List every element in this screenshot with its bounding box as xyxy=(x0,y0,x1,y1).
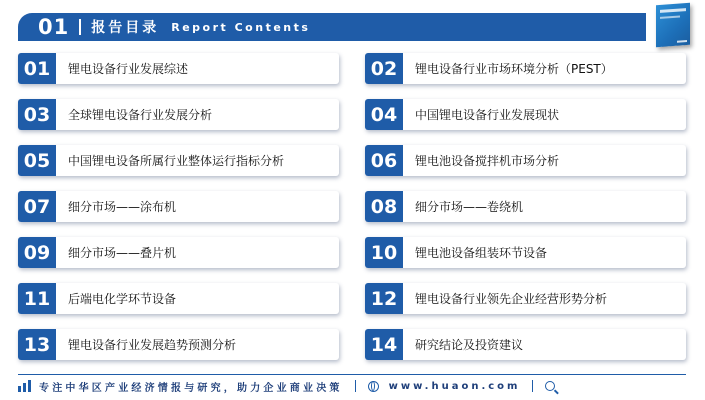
toc-item-label: 细分市场——涂布机 xyxy=(68,200,177,214)
toc-item-label: 锂电设备行业发展趋势预测分析 xyxy=(68,338,237,352)
footer-slogan: 专注中华区产业经济情报与研究，助力企业商业决策 xyxy=(39,382,343,394)
search-icon[interactable] xyxy=(545,381,555,391)
toc-item-label: 细分市场——卷绕机 xyxy=(415,200,524,214)
toc-item[interactable] xyxy=(365,53,686,84)
toc-item-number: 10 xyxy=(365,237,403,268)
toc-item-number: 13 xyxy=(18,329,56,360)
toc-item-number: 11 xyxy=(18,283,56,314)
toc-item-label: 后端电化学环节设备 xyxy=(68,292,177,306)
toc-item-label: 锂电设备行业领先企业经营形势分析 xyxy=(415,292,608,306)
footer-divider xyxy=(18,374,686,375)
toc-item-number: 05 xyxy=(18,145,56,176)
footer-separator xyxy=(355,380,356,392)
toc-item[interactable] xyxy=(18,145,339,176)
toc-item-number: 03 xyxy=(18,99,56,130)
toc-item-number: 12 xyxy=(365,283,403,314)
toc-item[interactable] xyxy=(365,329,686,360)
page-title: 报告目录 xyxy=(91,20,160,36)
toc-item-label: 研究结论及投资建议 xyxy=(415,338,524,352)
toc-item-number: 04 xyxy=(365,99,403,130)
footer-separator xyxy=(532,380,533,392)
toc-item-label: 锂电设备行业发展综述 xyxy=(68,62,189,76)
toc-item[interactable] xyxy=(18,191,339,222)
toc-item[interactable] xyxy=(18,283,339,314)
toc-item[interactable] xyxy=(365,191,686,222)
toc-item-number: 14 xyxy=(365,329,403,360)
toc-item[interactable] xyxy=(18,237,339,268)
toc-item[interactable] xyxy=(365,283,686,314)
toc-item[interactable] xyxy=(18,329,339,360)
section-number: 01 xyxy=(38,15,70,39)
footer-url-link[interactable]: www.huaon.com xyxy=(388,380,521,392)
footer xyxy=(18,376,698,396)
toc-item[interactable] xyxy=(365,145,686,176)
toc-item-label: 锂电池设备组装环节设备 xyxy=(415,246,548,260)
toc-item[interactable] xyxy=(365,237,686,268)
toc-item-number: 01 xyxy=(18,53,56,84)
toc-item-label: 锂电设备行业市场环境分析（PEST） xyxy=(415,62,613,76)
header-divider xyxy=(79,19,81,35)
toc-item-label: 细分市场——叠片机 xyxy=(68,246,177,260)
toc-item-number: 08 xyxy=(365,191,403,222)
header-bar xyxy=(18,13,646,41)
toc-item-number: 02 xyxy=(365,53,403,84)
toc-item-label: 锂电池设备搅拌机市场分析 xyxy=(415,154,560,168)
toc-item-number: 09 xyxy=(18,237,56,268)
brand-mark-icon xyxy=(18,380,31,392)
toc-item[interactable] xyxy=(18,99,339,130)
book-cover-icon xyxy=(656,3,690,47)
page-subtitle: Report Contents xyxy=(171,20,311,34)
toc-item[interactable] xyxy=(18,53,339,84)
toc-item-label: 中国锂电设备所属行业整体运行指标分析 xyxy=(68,154,285,168)
toc-item-number: 06 xyxy=(365,145,403,176)
toc-item-label: 全球锂电设备行业发展分析 xyxy=(68,108,213,122)
toc-item-number: 07 xyxy=(18,191,56,222)
toc-item[interactable] xyxy=(365,99,686,130)
toc-item-label: 中国锂电设备行业发展现状 xyxy=(415,108,560,122)
globe-icon xyxy=(368,381,379,392)
